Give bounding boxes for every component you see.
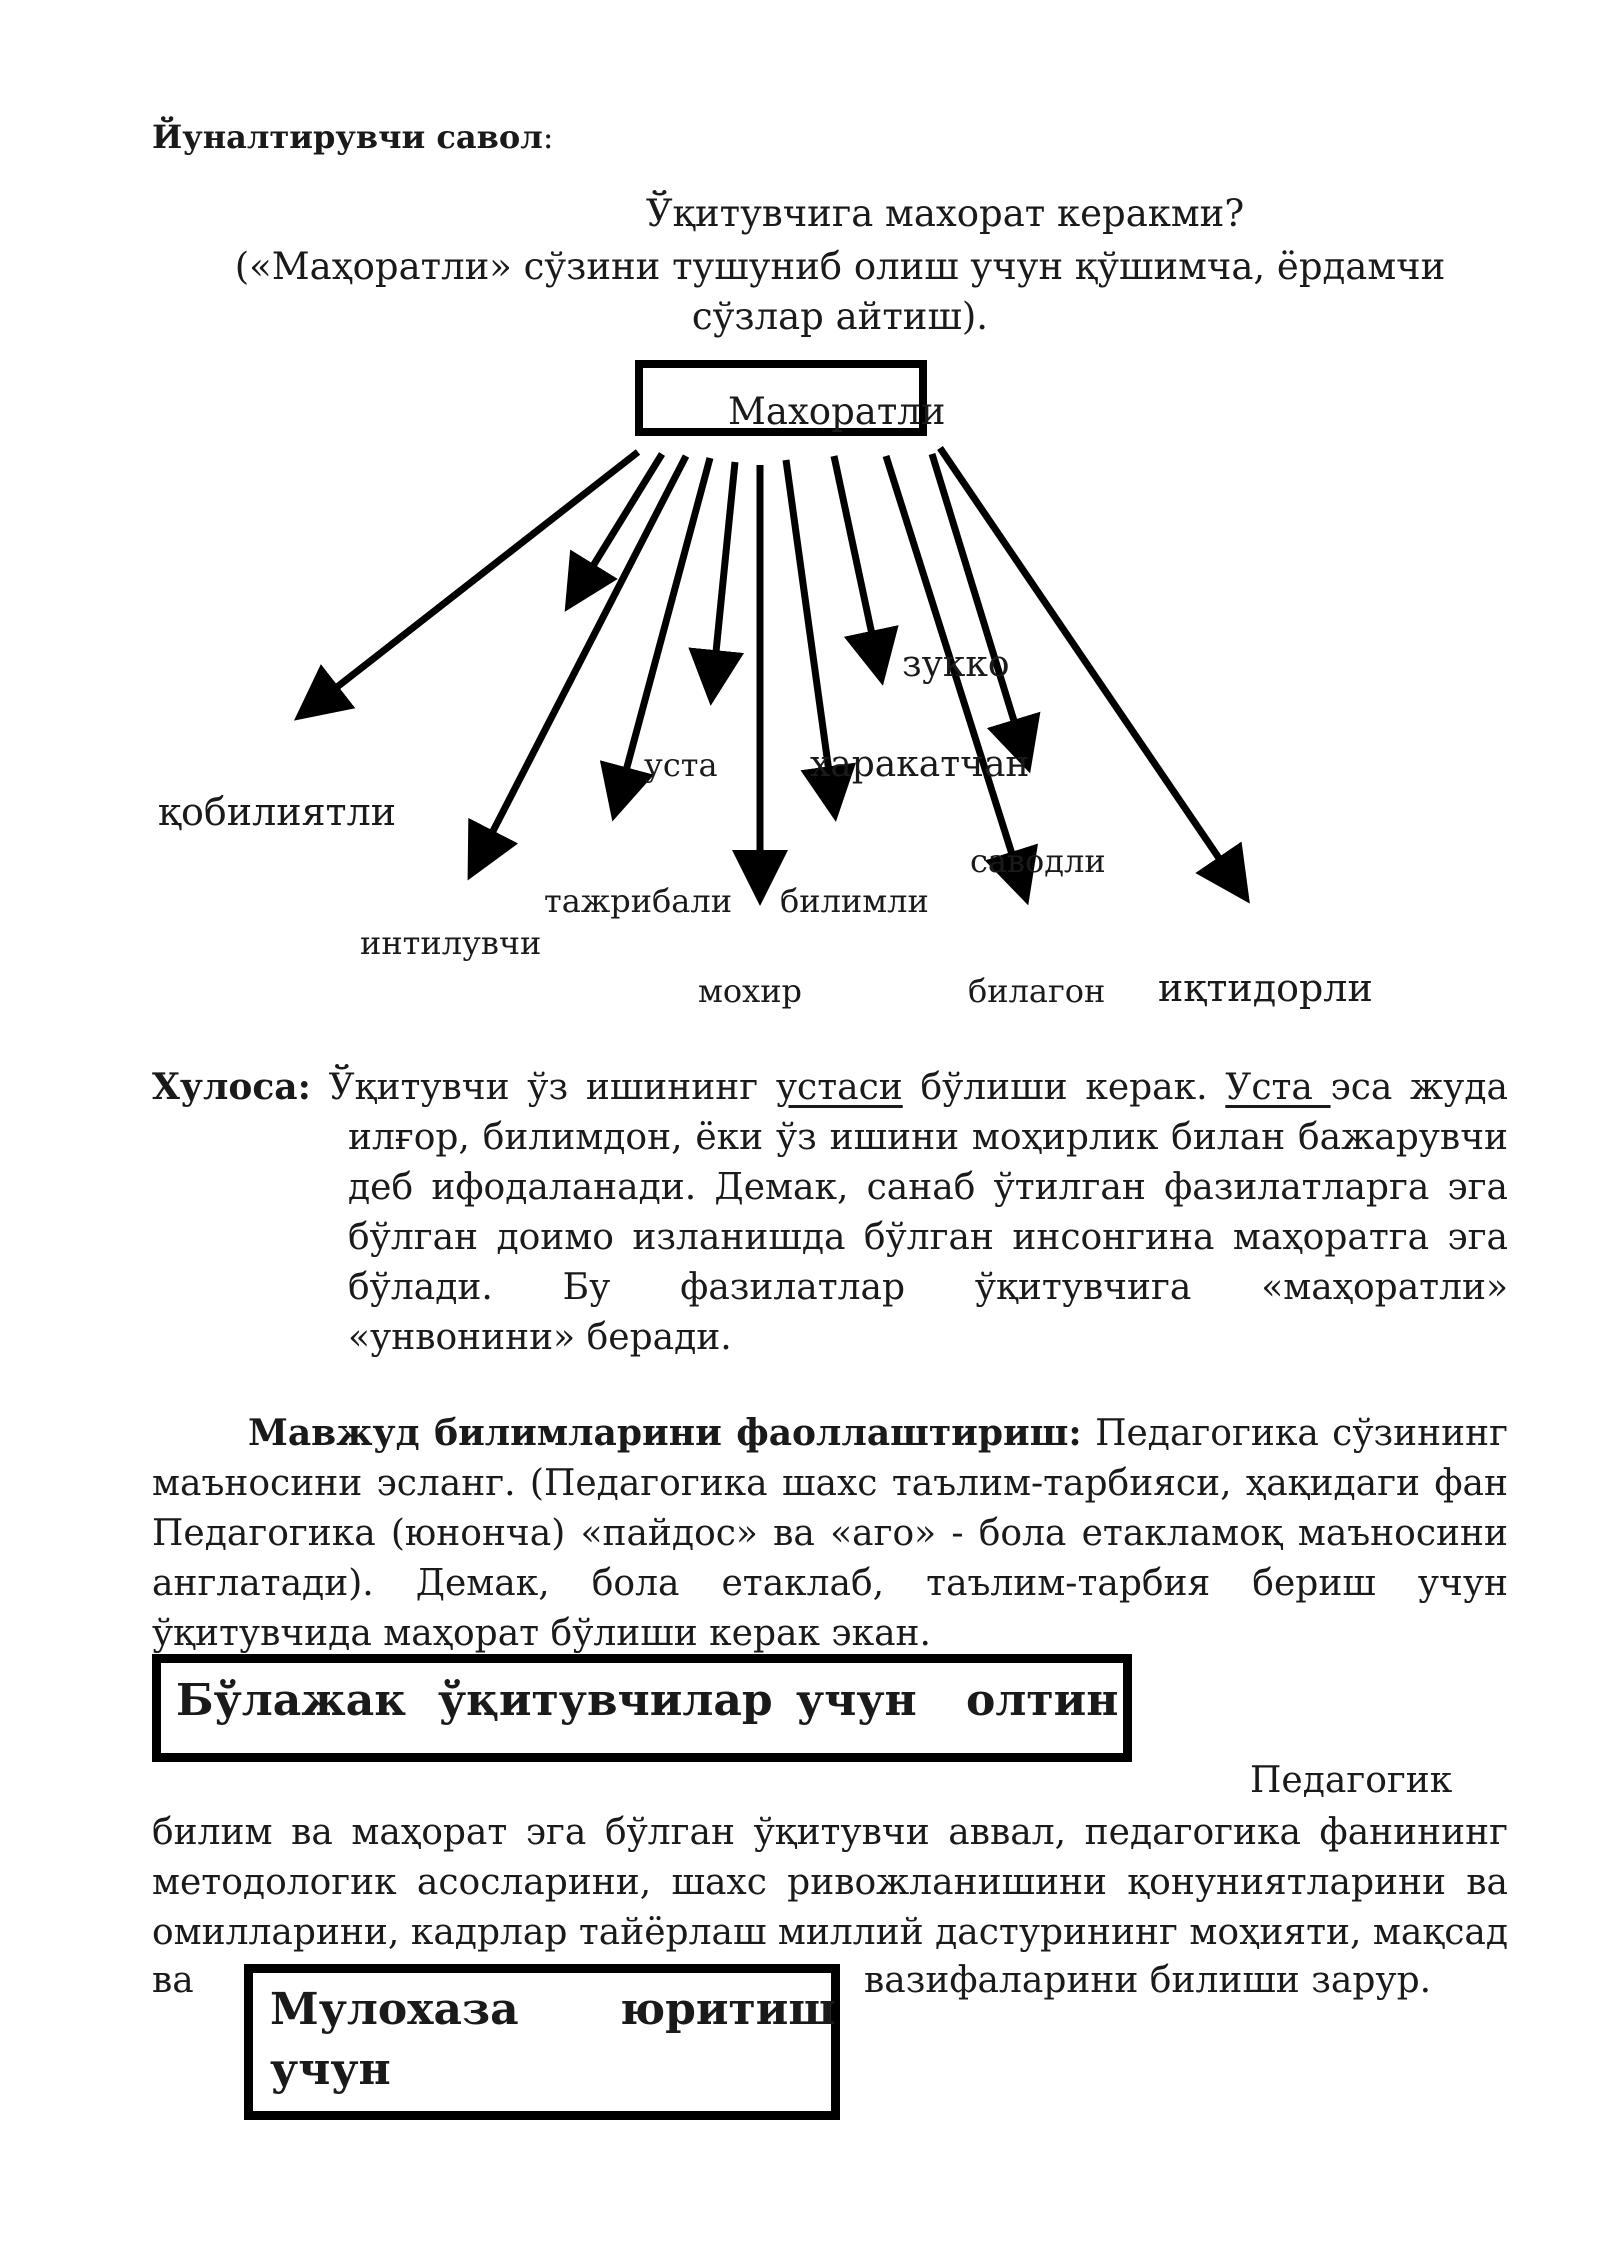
future-teachers-word-3: учун: [796, 1675, 917, 1726]
future-teachers-word-4: олтин: [966, 1675, 1119, 1726]
word-savodli: саводли: [970, 842, 1106, 880]
future-teachers-word-1: Бўлажак: [176, 1675, 407, 1726]
word-mohir: мохир: [698, 972, 803, 1010]
conclusion-text-3: эса жуда илғор, билимдон, ёки ўз ишини моҳирлик билан бажарувчи деб ифодаланади. Демак, санаб ўтилган фазилатларга эга бўлган доимо изланишда бўлган инсонгина маҳоратга эга бўлади. Бу фазилатлар ўқитувчига «маҳоратли» «унвонини» беради.: [348, 1067, 1508, 1358]
word-intiluvchi: интилувчи: [360, 924, 542, 962]
activation-text: Педагогика сўзининг маъносини эсланг. (Педагогика шахс таълим-тарбияси, ҳақидаги фан Педагогика (юнонча) «пайдос» ва «аго» - бола етакламоқ маъносини англатади). Демак, бола етаклаб, таълим-тарбия бериш учун ўқитувчида маҳорат бўлиши керак экан.: [152, 1413, 1508, 1654]
guiding-question-label-text: Йуналтирувчи савол: [152, 118, 543, 156]
conclusion-underline-2: Уста: [1225, 1067, 1331, 1108]
activation-label: Мавжуд билимларини фаоллаштириш:: [248, 1412, 1082, 1454]
word-harakatchan: харакатчан: [810, 744, 1030, 785]
final-paragraph-lead: Педагогик: [1250, 1760, 1453, 1801]
future-teachers-word-2: ўқитувчилар: [438, 1675, 773, 1726]
reasoning-word-3: учун: [270, 2044, 391, 2095]
final-paragraph-line-2: методологик асосларини, шахс ривожланишини қонуниятларини ва: [152, 1862, 1508, 1903]
word-zukko: зукко: [902, 644, 1010, 685]
guiding-question-hint: («Маҳоратли» сўзини тушуниб олиш учун қўшимча, ёрдамчи сўзлар айтиш).: [234, 245, 1446, 338]
guiding-question: Ўқитувчига махорат керакми?: [645, 192, 1245, 235]
conclusion-text-2: бўлиши керак.: [902, 1067, 1226, 1108]
word-iqtidorli: иқтидорли: [1158, 966, 1373, 1010]
final-paragraph-line-1: билим ва маҳорат эга бўлган ўқитувчи аввал, педагогика фанининг: [152, 1812, 1508, 1853]
final-paragraph-end: вазифаларини билиши зарур.: [864, 1960, 1432, 2001]
conclusion-label: Хулоса:: [152, 1066, 311, 1108]
guiding-question-colon: :: [542, 118, 554, 156]
word-tajribali: тажрибали: [544, 882, 733, 920]
reasoning-word-1: Мулохаза: [270, 1984, 519, 2035]
arrow-zukko: [834, 456, 880, 672]
conclusion-paragraph: [152, 1062, 1508, 1363]
center-concept: Махоратли: [728, 390, 946, 433]
word-bilimli: билимли: [780, 882, 929, 920]
word-usta: уста: [644, 746, 718, 784]
conclusion-text-1: Ўқитувчи ўз ишининг: [310, 1067, 776, 1108]
arrow-usta: [712, 462, 735, 692]
reasoning-word-2: юритиш: [620, 1984, 836, 2035]
word-qobiliyatli: қобилиятли: [158, 790, 397, 834]
final-paragraph-line-3: омилларини, кадрлар тайёрлаш миллий дастурининг моҳияти, мақсад: [152, 1912, 1508, 1953]
word-bilagon: билагон: [968, 972, 1106, 1010]
conclusion-underline-1: устаси: [775, 1067, 903, 1108]
final-paragraph-start: ва: [152, 1960, 194, 2001]
arrow-qobiliyatli: [305, 452, 638, 712]
activation-paragraph: [152, 1408, 1508, 1659]
